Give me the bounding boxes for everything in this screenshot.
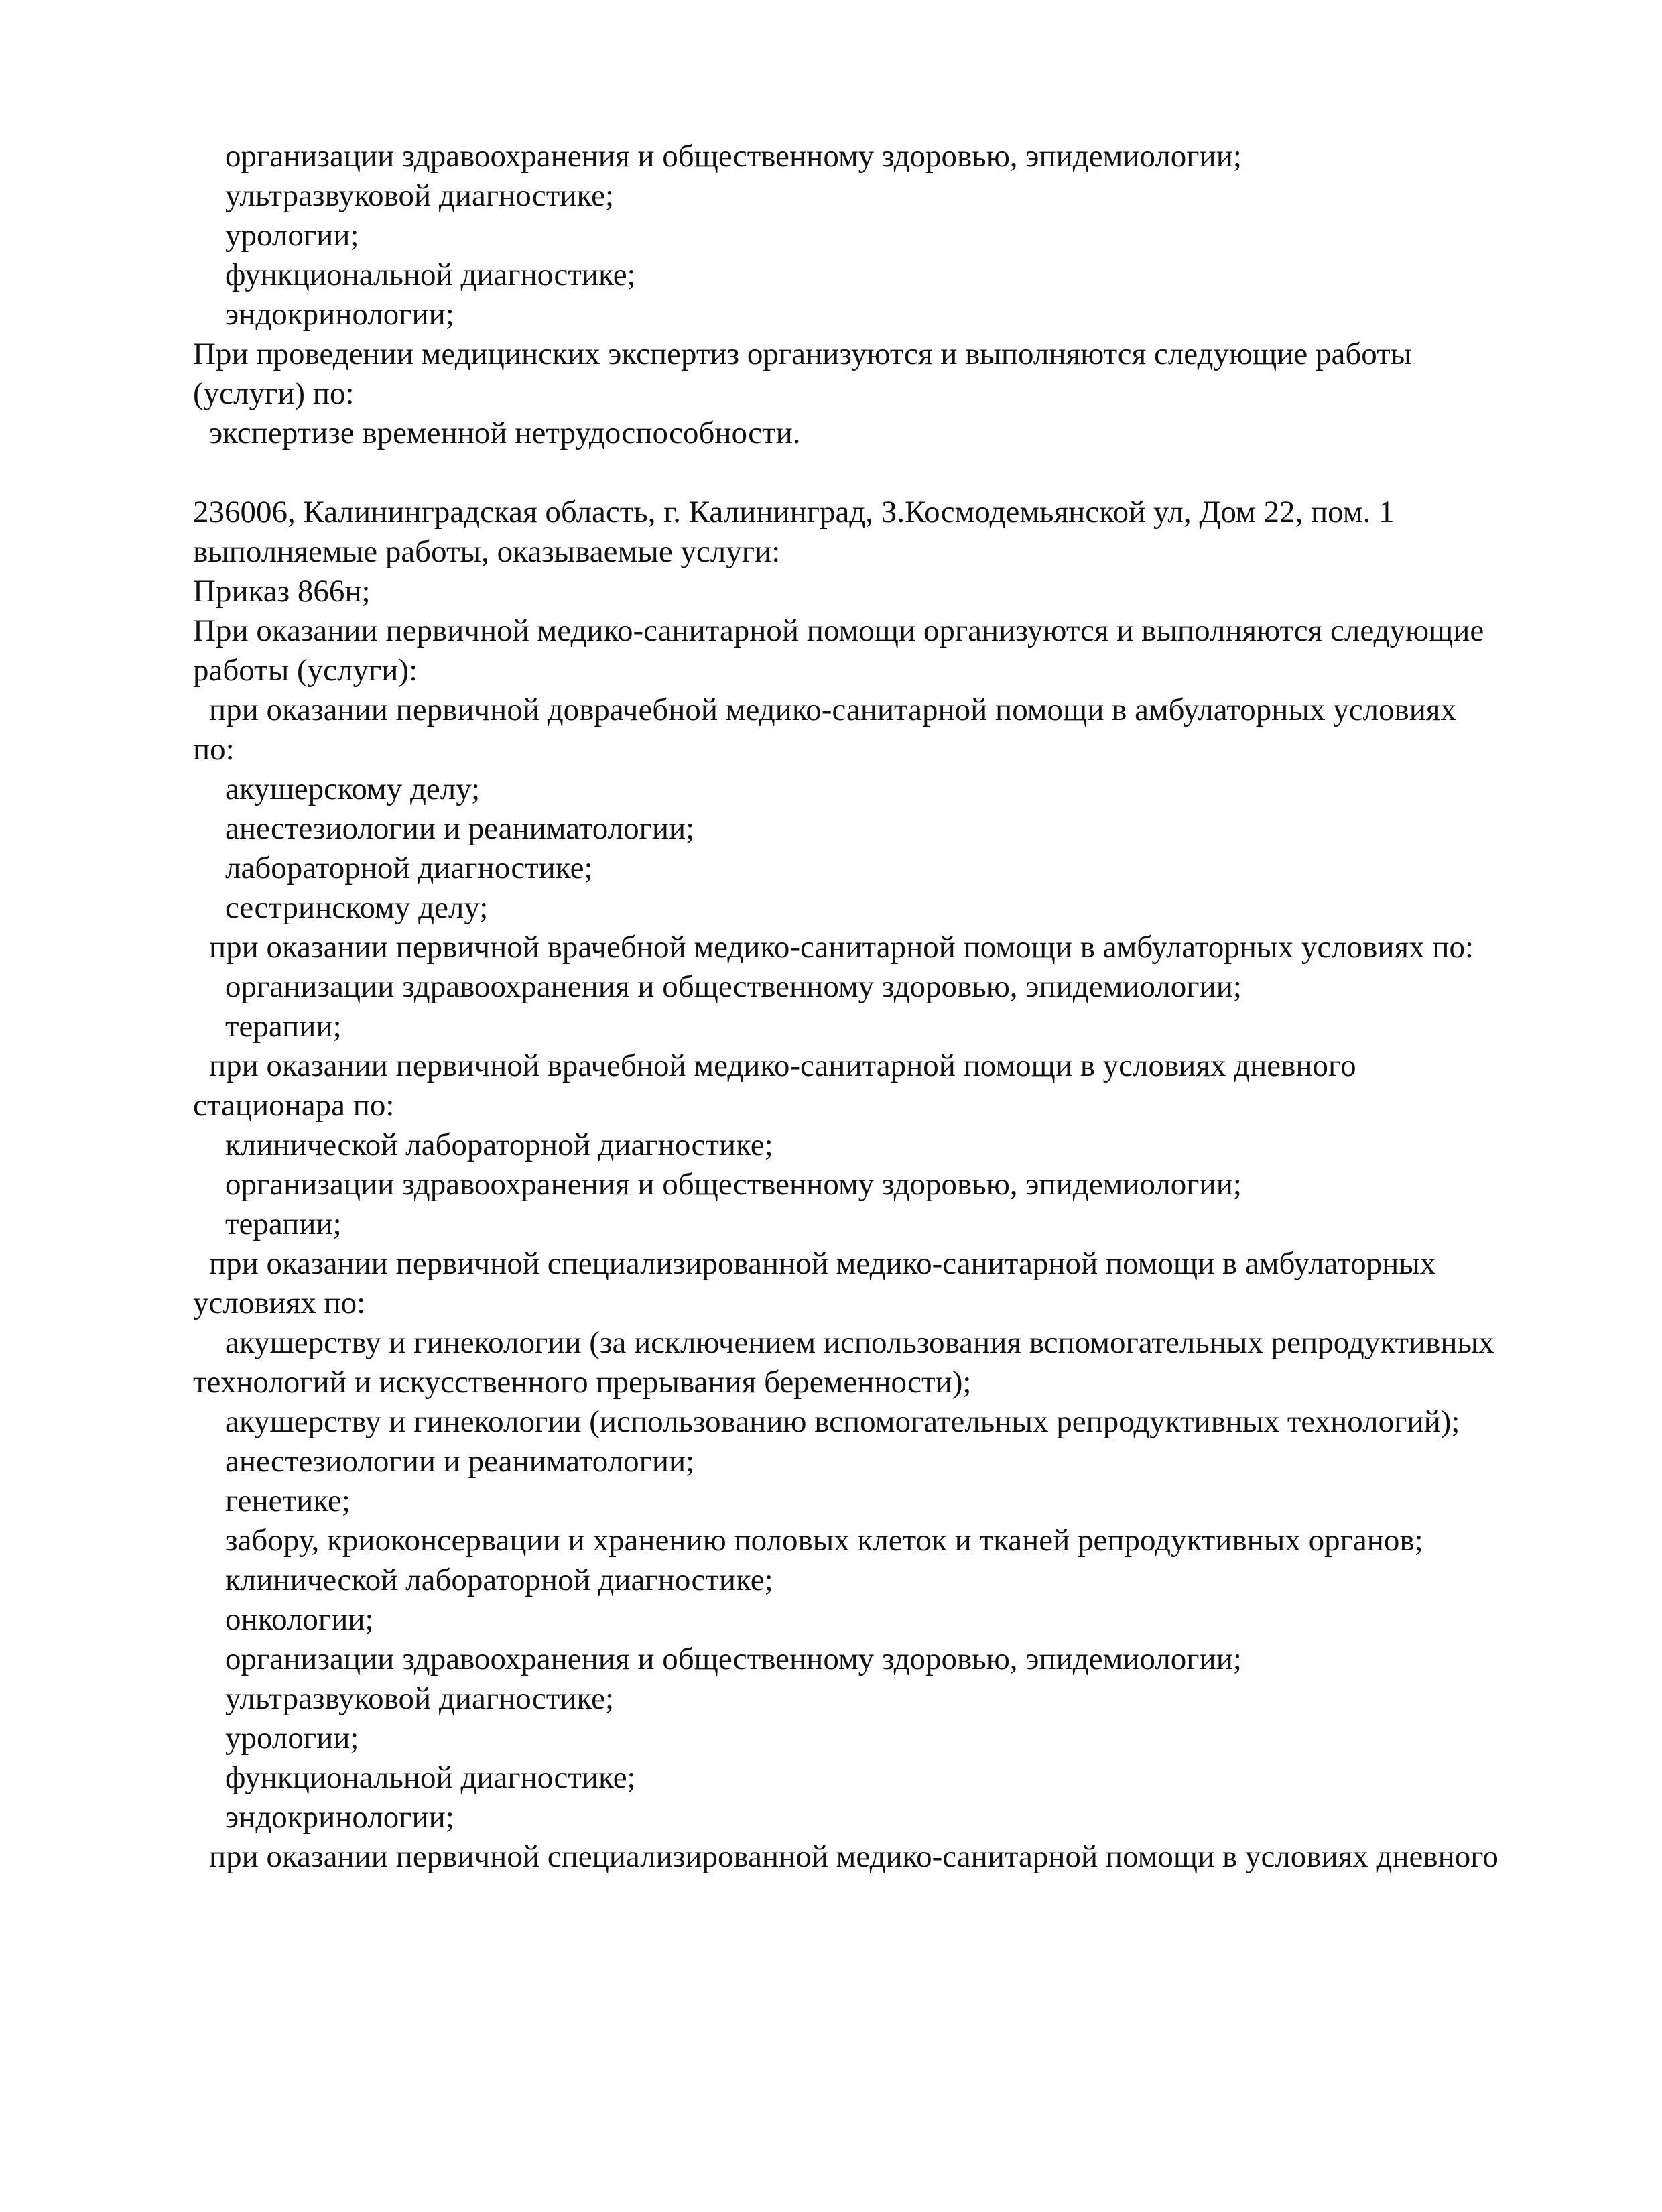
text-line: при оказании первичной врачебной медико-санитарной помощи в условиях дневного (209, 1048, 1356, 1083)
text-line: выполняемые работы, оказываемые услуги: (193, 534, 781, 569)
text-line: При проведении медицинских экспертиз организуются и выполняются следующие работы (193, 336, 1412, 371)
text-line: организации здравоохранения и общественному здоровью, эпидемиологии; (225, 139, 1242, 174)
text-line: клинической лабораторной диагностике; (225, 1127, 773, 1162)
text-line: условиях по: (193, 1286, 366, 1320)
text-line: по: (193, 732, 235, 767)
text-line: терапии; (225, 1207, 342, 1241)
blank-line (193, 453, 1567, 493)
text-line: эндокринологии; (225, 297, 454, 332)
text-line: при оказании первичной специализированной медико-санитарной помощи в амбулаторных (209, 1246, 1436, 1281)
text-line: ультразвуковой диагностике; (225, 178, 615, 213)
text-line: анестезиологии и реаниматологии; (225, 811, 695, 846)
text-line: лабораторной диагностике; (225, 851, 593, 885)
text-line: при оказании первичной врачебной медико-санитарной помощи в амбулаторных условиях по: (209, 930, 1474, 965)
text-line: ультразвуковой диагностике; (225, 1681, 615, 1716)
text-line: работы (услуги): (193, 653, 418, 688)
text-line: функциональной диагностике; (225, 1760, 636, 1795)
text-line: организации здравоохранения и общественному здоровью, эпидемиологии; (225, 1167, 1242, 1202)
text-line: генетике; (225, 1483, 350, 1518)
text-line: при оказании первичной доврачебной медико-санитарной помощи в амбулаторных условиях (209, 692, 1457, 727)
text-line: экспертизе временной нетрудоспособности. (209, 416, 801, 450)
text-line: функциональной диагностике; (225, 257, 636, 292)
text-line: При оказании первичной медико-санитарной помощи организуются и выполняются следующие (193, 613, 1484, 648)
text-line: стационара по: (193, 1088, 395, 1123)
text-line: организации здравоохранения и общественному здоровью, эпидемиологии; (225, 969, 1242, 1004)
text-line: при оказании первичной специализированной медико-санитарной помощи в условиях дневного (209, 1839, 1498, 1874)
text-line: клинической лабораторной диагностике; (225, 1562, 773, 1597)
text-line: акушерскому делу; (225, 772, 481, 806)
text-line: урологии; (225, 218, 359, 253)
text-line: (услуги) по: (193, 376, 355, 411)
text-line: сестринскому делу; (225, 890, 489, 925)
text-line: анестезиологии и реаниматологии; (225, 1444, 695, 1479)
document-body (193, 137, 1567, 1877)
text-line: забору, криоконсервации и хранению половых клеток и тканей репродуктивных органов; (225, 1523, 1423, 1558)
text-line: онкологии; (225, 1602, 374, 1637)
text-line: 236006, Калининградская область, г. Калининград, З.Космодемьянской ул, Дом 22, пом. 1 (193, 495, 1395, 530)
text-line: технологий и искусственного прерывания беременности); (193, 1365, 972, 1400)
text-line: урологии; (225, 1721, 359, 1756)
text-line: акушерству и гинекологии (за исключением использования вспомогательных репродуктивных (225, 1325, 1494, 1360)
text-line: терапии; (225, 1009, 342, 1044)
text-line: эндокринологии; (225, 1800, 454, 1835)
text-line: Приказ 866н; (193, 574, 371, 609)
text-line: акушерству и гинекологии (использованию вспомогательных репродуктивных технологий); (225, 1404, 1460, 1439)
text-line: организации здравоохранения и общественному здоровью, эпидемиологии; (225, 1642, 1242, 1676)
